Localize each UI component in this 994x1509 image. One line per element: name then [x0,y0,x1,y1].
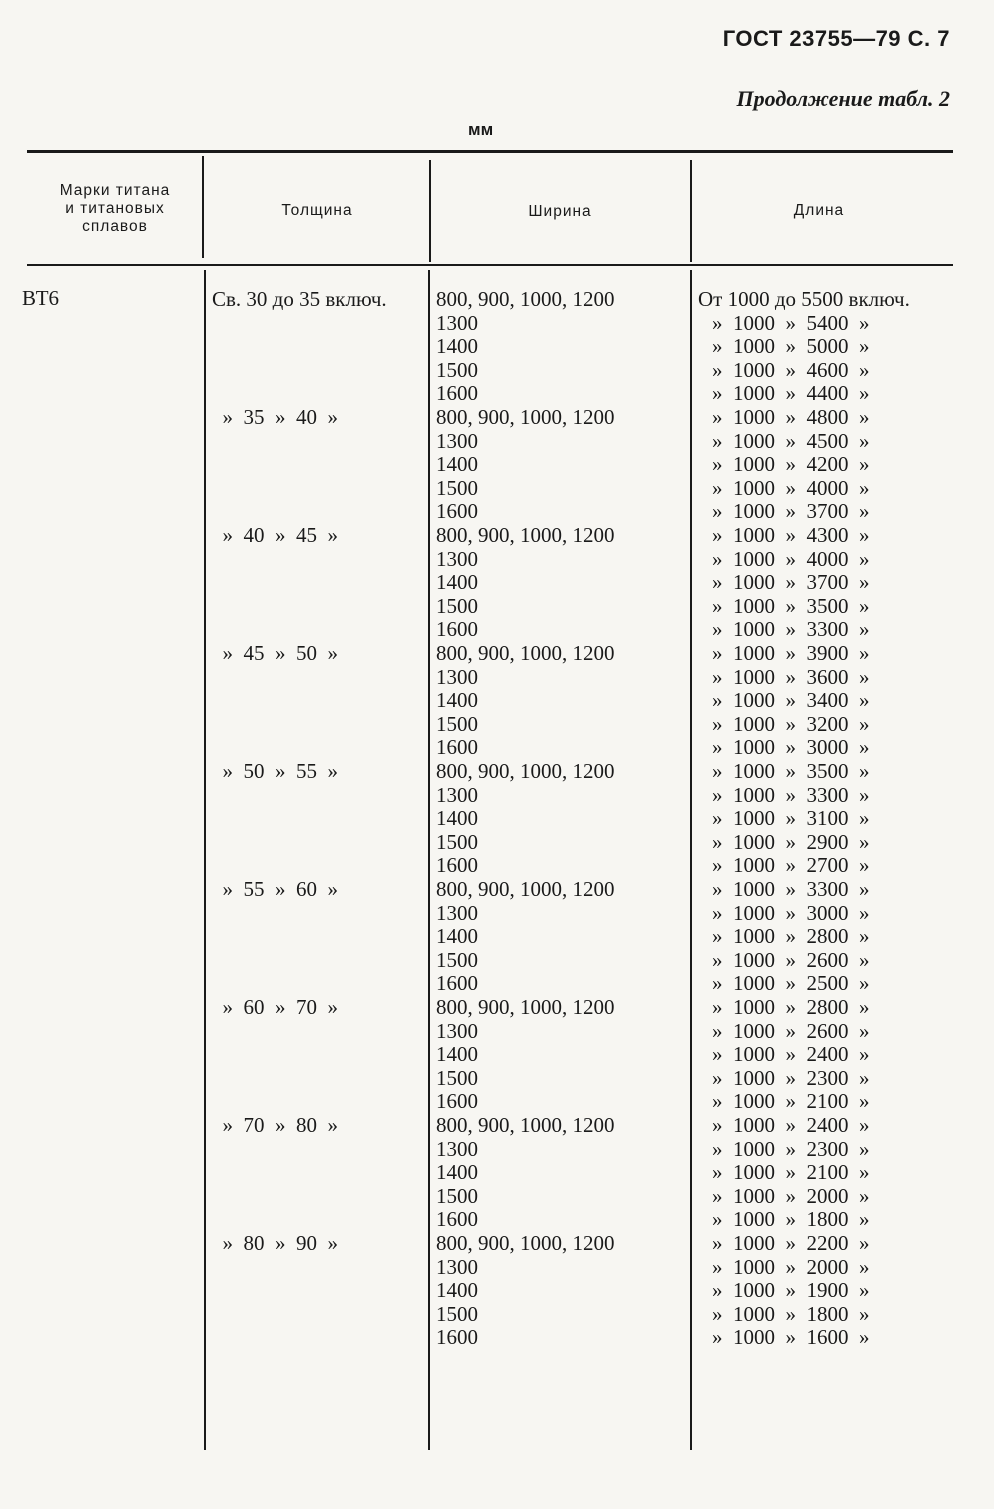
length-cell: » 1000 » 1800 » [712,1207,870,1232]
width-cell: 800, 900, 1000, 1200 [436,995,615,1019]
width-cell: 1400 [436,570,478,595]
length-cell: » 1000 » 1600 » [712,1325,870,1350]
length-cell: » 1000 » 2000 » [712,1183,870,1208]
width-cell: 1400 [436,1278,478,1303]
width-cell: 1600 [436,735,478,760]
length-cell: » 1000 » 2200 » [712,1231,870,1255]
width-cell: 1300 [436,428,478,453]
table-continuation-label: Продолжение табл. 2 [736,86,950,111]
length-cell: » 1000 » 1800 » [712,1301,870,1326]
thickness-cell: Св. 30 до 35 включ. [212,287,387,311]
width-cell: 1500 [436,1065,478,1090]
column-divider-2-body [428,270,430,1450]
length-cell: » 1000 » 3700 » [712,499,870,524]
length-cell: » 1000 » 3000 » [712,735,870,760]
length-cell: » 1000 » 2300 » [712,1065,870,1090]
thickness-cell: » 55 » 60 » [212,877,338,901]
width-cell: 1600 [436,617,478,642]
width-cell: 1500 [436,357,478,382]
width-cell: 1300 [436,664,478,689]
thickness-cell: » 50 » 55 » [212,759,338,783]
width-cell: 1600 [436,971,478,996]
thickness-cell: » 80 » 90 » [212,1231,338,1255]
width-cell: 1300 [436,900,478,925]
length-cell: » 1000 » 4400 » [712,381,870,406]
length-cell: » 1000 » 2700 » [712,853,870,878]
length-cell: » 1000 » 2600 » [712,947,870,972]
length-cell: » 1000 » 3700 » [712,570,870,595]
width-cell: 1300 [436,782,478,807]
width-cell: 1400 [436,1160,478,1185]
thickness-cell: » 45 » 50 » [212,641,338,665]
length-cell: » 1000 » 2500 » [712,971,870,996]
width-cell: 800, 900, 1000, 1200 [436,523,615,547]
length-cell: » 1000 » 3300 » [712,877,870,901]
width-cell: 1400 [436,334,478,359]
width-cell: 1600 [436,1207,478,1232]
width-cell: 1300 [436,1018,478,1043]
column-divider-1 [202,156,204,258]
width-cell: 1400 [436,1042,478,1067]
grade-cell: ВТ6 [22,286,60,310]
width-cell: 1500 [436,1183,478,1208]
width-cell: 800, 900, 1000, 1200 [436,759,615,783]
length-cell: » 1000 » 2800 » [712,924,870,949]
width-cell: 1400 [436,688,478,713]
length-cell: » 1000 » 4500 » [712,428,870,453]
width-cell: 1300 [436,1136,478,1161]
unit-label: мм [468,120,494,139]
length-cell: » 1000 » 3400 » [712,688,870,713]
width-cell: 1300 [436,310,478,335]
width-cell: 1500 [436,475,478,500]
width-cell: 800, 900, 1000, 1200 [436,1113,615,1137]
length-cell: » 1000 » 3500 » [712,593,870,618]
length-cell: » 1000 » 2400 » [712,1042,870,1067]
width-cell: 1400 [436,924,478,949]
header-width: Ширина [528,203,592,220]
table-header-rule [27,264,953,266]
width-cell: 1600 [436,381,478,406]
length-cell: » 1000 » 2400 » [712,1113,870,1137]
length-cell: От 1000 до 5500 включ. [698,287,910,311]
column-divider-2 [429,160,431,262]
width-cell: 800, 900, 1000, 1200 [436,641,615,665]
length-cell: » 1000 » 2600 » [712,1018,870,1043]
table-top-rule [27,150,953,153]
length-cell: » 1000 » 3600 » [712,664,870,689]
header-thickness: Толщина [281,202,353,219]
column-divider-3-body [690,270,692,1450]
width-cell: 1500 [436,947,478,972]
length-cell: » 1000 » 2900 » [712,829,870,854]
length-cell: » 1000 » 3000 » [712,900,870,925]
length-cell: » 1000 » 3200 » [712,711,870,736]
length-cell: » 1000 » 3300 » [712,617,870,642]
length-cell: » 1000 » 1900 » [712,1278,870,1303]
width-cell: 1500 [436,711,478,736]
length-cell: » 1000 » 5000 » [712,334,870,359]
length-cell: » 1000 » 2000 » [712,1254,870,1279]
width-cell: 1600 [436,853,478,878]
width-cell: 800, 900, 1000, 1200 [436,287,615,311]
length-cell: » 1000 » 4000 » [712,546,870,571]
width-cell: 1500 [436,829,478,854]
width-cell: 800, 900, 1000, 1200 [436,405,615,429]
width-cell: 1600 [436,1325,478,1350]
length-cell: » 1000 » 4300 » [712,523,870,547]
length-cell: » 1000 » 4800 » [712,405,870,429]
length-cell: » 1000 » 4000 » [712,475,870,500]
doc-title: ГОСТ 23755—79 С. 7 [722,26,950,51]
width-cell: 1500 [436,1301,478,1326]
header-length: Длина [793,202,845,219]
header-grade: Марки титана и титановых сплавов [59,182,171,235]
length-cell: » 1000 » 4200 » [712,452,870,477]
width-cell: 1300 [436,546,478,571]
length-cell: » 1000 » 2100 » [712,1089,870,1114]
width-cell: 1300 [436,1254,478,1279]
length-cell: » 1000 » 3100 » [712,806,870,831]
length-cell: » 1000 » 2800 » [712,995,870,1019]
length-cell: » 1000 » 3500 » [712,759,870,783]
length-cell: » 1000 » 3900 » [712,641,870,665]
length-cell: » 1000 » 2100 » [712,1160,870,1185]
length-cell: » 1000 » 3300 » [712,782,870,807]
length-cell: » 1000 » 2300 » [712,1136,870,1161]
width-cell: 800, 900, 1000, 1200 [436,1231,615,1255]
length-cell: » 1000 » 5400 » [712,310,870,335]
width-cell: 1600 [436,1089,478,1114]
thickness-cell: » 35 » 40 » [212,405,338,429]
width-cell: 1500 [436,593,478,618]
thickness-cell: » 40 » 45 » [212,523,338,547]
column-divider-1-body [204,270,206,1450]
width-cell: 1600 [436,499,478,524]
width-cell: 1400 [436,806,478,831]
width-cell: 800, 900, 1000, 1200 [436,877,615,901]
thickness-cell: » 60 » 70 » [212,995,338,1019]
thickness-cell: » 70 » 80 » [212,1113,338,1137]
length-cell: » 1000 » 4600 » [712,357,870,382]
width-cell: 1400 [436,452,478,477]
